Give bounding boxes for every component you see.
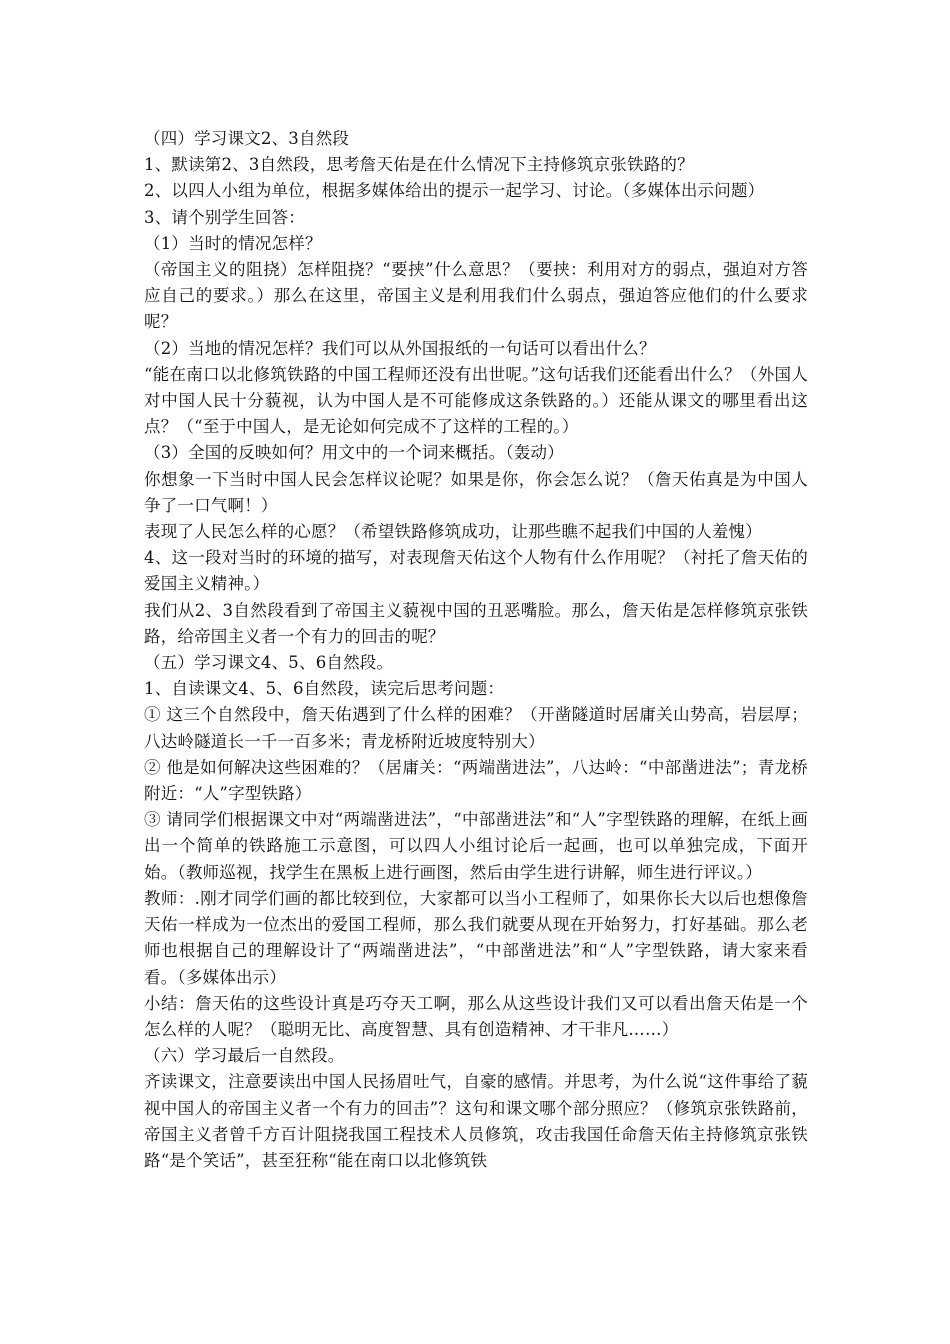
paragraph: 教师：.刚才同学们画的都比较到位，大家都可以当小工程师了，如果你长大以后也想像詹天佑一样成为一位杰出的爱国工程师，那么我们就要从现在开始努力，打好基础。那么老师也根据自己的理解设计了“两端凿进法”，“中部凿进法”和“人”字型铁路，请大家来看看。（多媒体出示）: [144, 888, 808, 987]
paragraph: ③ 请同学们根据课文中对“两端凿进法”，“中部凿进法”和“人”字型铁路的理解，在纸上画出一个简单的铁路施工示意图，可以四人小组讨论后一起画，也可以单独完成，下面开始。（教师巡视，找学生在黑板上进行画图，然后由学生进行讲解，师生进行评议。）: [144, 810, 808, 882]
paragraph: “能在南口以北修筑铁路的中国工程师还没有出世呢。”这句话我们还能看出什么？（外国人对中国人民十分藐视，认为中国人是不可能修成这条铁路的。）还能从课文的哪里看出这点？（“至于中国人，是无论如何完成不了这样的工程的。）: [144, 364, 808, 437]
paragraph: 表现了人民怎么样的心愿？（希望铁路修筑成功，让那些瞧不起我们中国的人羞愧）: [144, 522, 762, 542]
paragraph: ① 这三个自然段中，詹天佑遇到了什么样的困难？（开凿隧道时居庸关山势高，岩层厚；八达岭隧道长一千一百多米；青龙桥附近坡度特别大）: [144, 705, 808, 751]
paragraph: （帝国主义的阻挠）怎样阻挠？“要挟”什么意思？（要挟：利用对方的弱点，强迫对方答应自己的要求。）那么在这里，帝国主义是利用我们什么弱点，强迫答应他们的什么要求呢？: [144, 260, 808, 332]
section-heading-5: （五）学习课文4、5、6自然段。: [144, 653, 394, 673]
section-heading-4: （四）学习课文2、3自然段: [144, 129, 350, 148]
paragraph: 你想象一下当时中国人民会怎样议论呢？如果是你，你会怎么说？（詹天佑真是为中国人争了一口气啊！）: [144, 469, 808, 515]
paragraph: （1）当时的情况怎样？: [144, 233, 322, 253]
paragraph: （2）当地的情况怎样？我们可以从外国报纸的一句话可以看出什么？: [144, 338, 656, 358]
paragraph: ② 他是如何解决这些困难的？（居庸关：“两端凿进法”，八达岭：“中部凿进法”；青龙桥附近：“人”字型铁路）: [144, 757, 808, 804]
document-page: [144, 126, 808, 1174]
paragraph: 3、请个别学生回答：: [144, 207, 305, 227]
paragraph: （3）全国的反映如何？用文中的一个词来概括。（轰动）: [144, 443, 564, 463]
paragraph: 小结：詹天佑的这些设计真是巧夺天工啊，那么从这些设计我们又可以看出詹天佑是一个怎么样的人呢？（聪明无比、高度智慧、具有创造精神、才干非凡……）: [144, 993, 808, 1039]
paragraph: 1、自读课文4、5、6自然段，读完后思考问题：: [144, 679, 505, 699]
paragraph: 我们从2、3自然段看到了帝国主义藐视中国的丑恶嘴脸。那么，詹天佑是怎样修筑京张铁路，给帝国主义者一个有力的回击的呢？: [144, 600, 808, 646]
paragraph: 4、这一段对当时的环境的描写，对表现詹天佑这个人物有什么作用呢？（衬托了詹天佑的爱国主义精神。）: [144, 548, 808, 594]
paragraph: 齐读课文，注意要读出中国人民扬眉吐气，自豪的感情。并思考，为什么说“这件事给了藐视中国人的帝国主义者一个有力的回击”？这句和课文哪个部分照应？（修筑京张铁路前，帝国主义者曾千方百计阻挠我国工程技术人员修筑，攻击我国任命詹天佑主持修筑京张铁路“是个笑话”，甚至狂称“能在南口以北修筑铁: [144, 1072, 808, 1170]
section-heading-6: （六）学习最后一自然段。: [144, 1046, 345, 1066]
paragraph: 2、以四人小组为单位，根据多媒体给出的提示一起学习、讨论。（多媒体出示问题）: [144, 181, 765, 201]
paragraph: 1、默读第2、3自然段，思考詹天佑是在什么情况下主持修筑京张铁路的？: [144, 155, 694, 175]
